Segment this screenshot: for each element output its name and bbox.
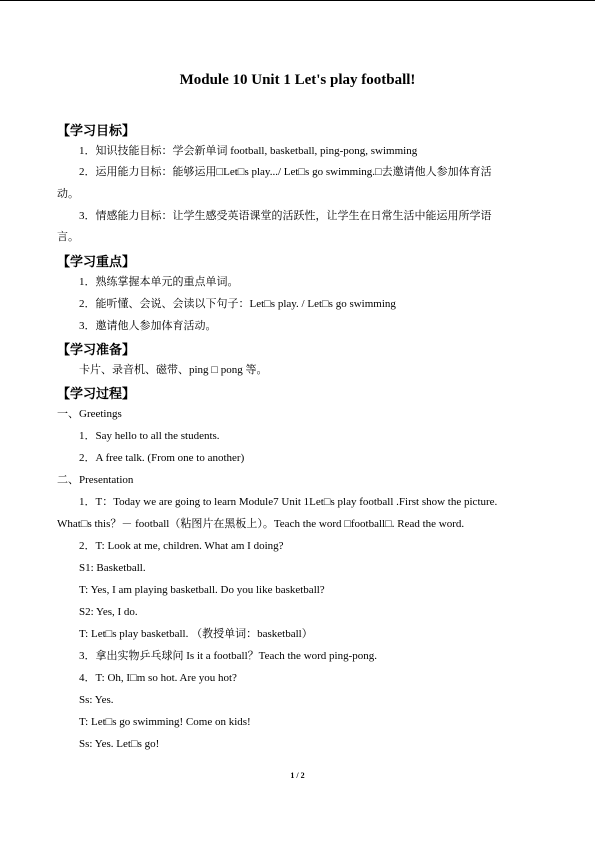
process-line: 3．拿出实物乒乓球问 Is it a football？Teach the word ping-pong. (79, 650, 378, 662)
process-line: S2: Yes, I do. (79, 606, 138, 618)
process-line: S1: Basketball. (79, 562, 146, 574)
process-line: 2．A free talk. (From one to another) (79, 452, 245, 464)
process-line: Ss: Yes. (79, 694, 114, 706)
process-line: Ss: Yes. Let□s go! (79, 738, 160, 750)
key-points-heading: 【学习重点】 (57, 255, 136, 270)
process-line: 1．Say hello to all the students. (79, 430, 220, 442)
objectives-heading: 【学习目标】 (57, 124, 136, 139)
top-rule (0, 0, 595, 1)
key-point-line: 1．熟练掌握本单元的重点单词。 (79, 276, 239, 288)
process-line: T: Yes, I am playing basketball. Do you like basketball? (79, 584, 325, 596)
preparation-heading: 【学习准备】 (57, 343, 136, 358)
process-line: 1．T：Today we are going to learn Module7 Unit 1Let□s play football .First show the picture. (79, 496, 498, 508)
process-line: T: Let□s go swimming! Come on kids! (79, 716, 251, 728)
page-number: 1 / 2 (290, 771, 305, 780)
objective-line: 言。 (57, 231, 79, 243)
objective-line: 动。 (57, 188, 79, 200)
document-title: Module 10 Unit 1 Let's play football! (179, 72, 416, 88)
process-line: 一、Greetings (57, 408, 122, 420)
process-heading: 【学习过程】 (57, 387, 136, 402)
objective-line: 3．情感能力目标：让学生感受英语课堂的活跃性，让学生在日常生活中能运用所学语 (79, 210, 492, 222)
objective-line: 2．运用能力目标：能够运用□Let□s play.../ Let□s go swimming.□去邀请他人参加体育活 (79, 166, 492, 178)
process-line: 二、Presentation (57, 474, 134, 486)
process-line: 4．T: Oh, I□m so hot. Are you hot? (79, 672, 237, 684)
key-point-line: 2．能听懂、会说、会读以下句子：Let□s play. / Let□s go swimming (79, 298, 396, 310)
preparation-line: 卡片、录音机、磁带、ping □ pong 等。 (79, 364, 268, 376)
process-line: 2．T: Look at me, children. What am I doing? (79, 540, 284, 552)
key-point-line: 3．邀请他人参加体育活动。 (79, 320, 217, 332)
process-line: What□s this？－ football（粘图片在黑板上）。Teach the word □football□. Read the word. (57, 518, 465, 530)
objective-line: 1．知识技能目标：学会新单词 football, basketball, ping-pong, swimming (79, 145, 418, 157)
process-line: T: Let□s play basketball. （教授单词：basketball） (79, 628, 313, 640)
